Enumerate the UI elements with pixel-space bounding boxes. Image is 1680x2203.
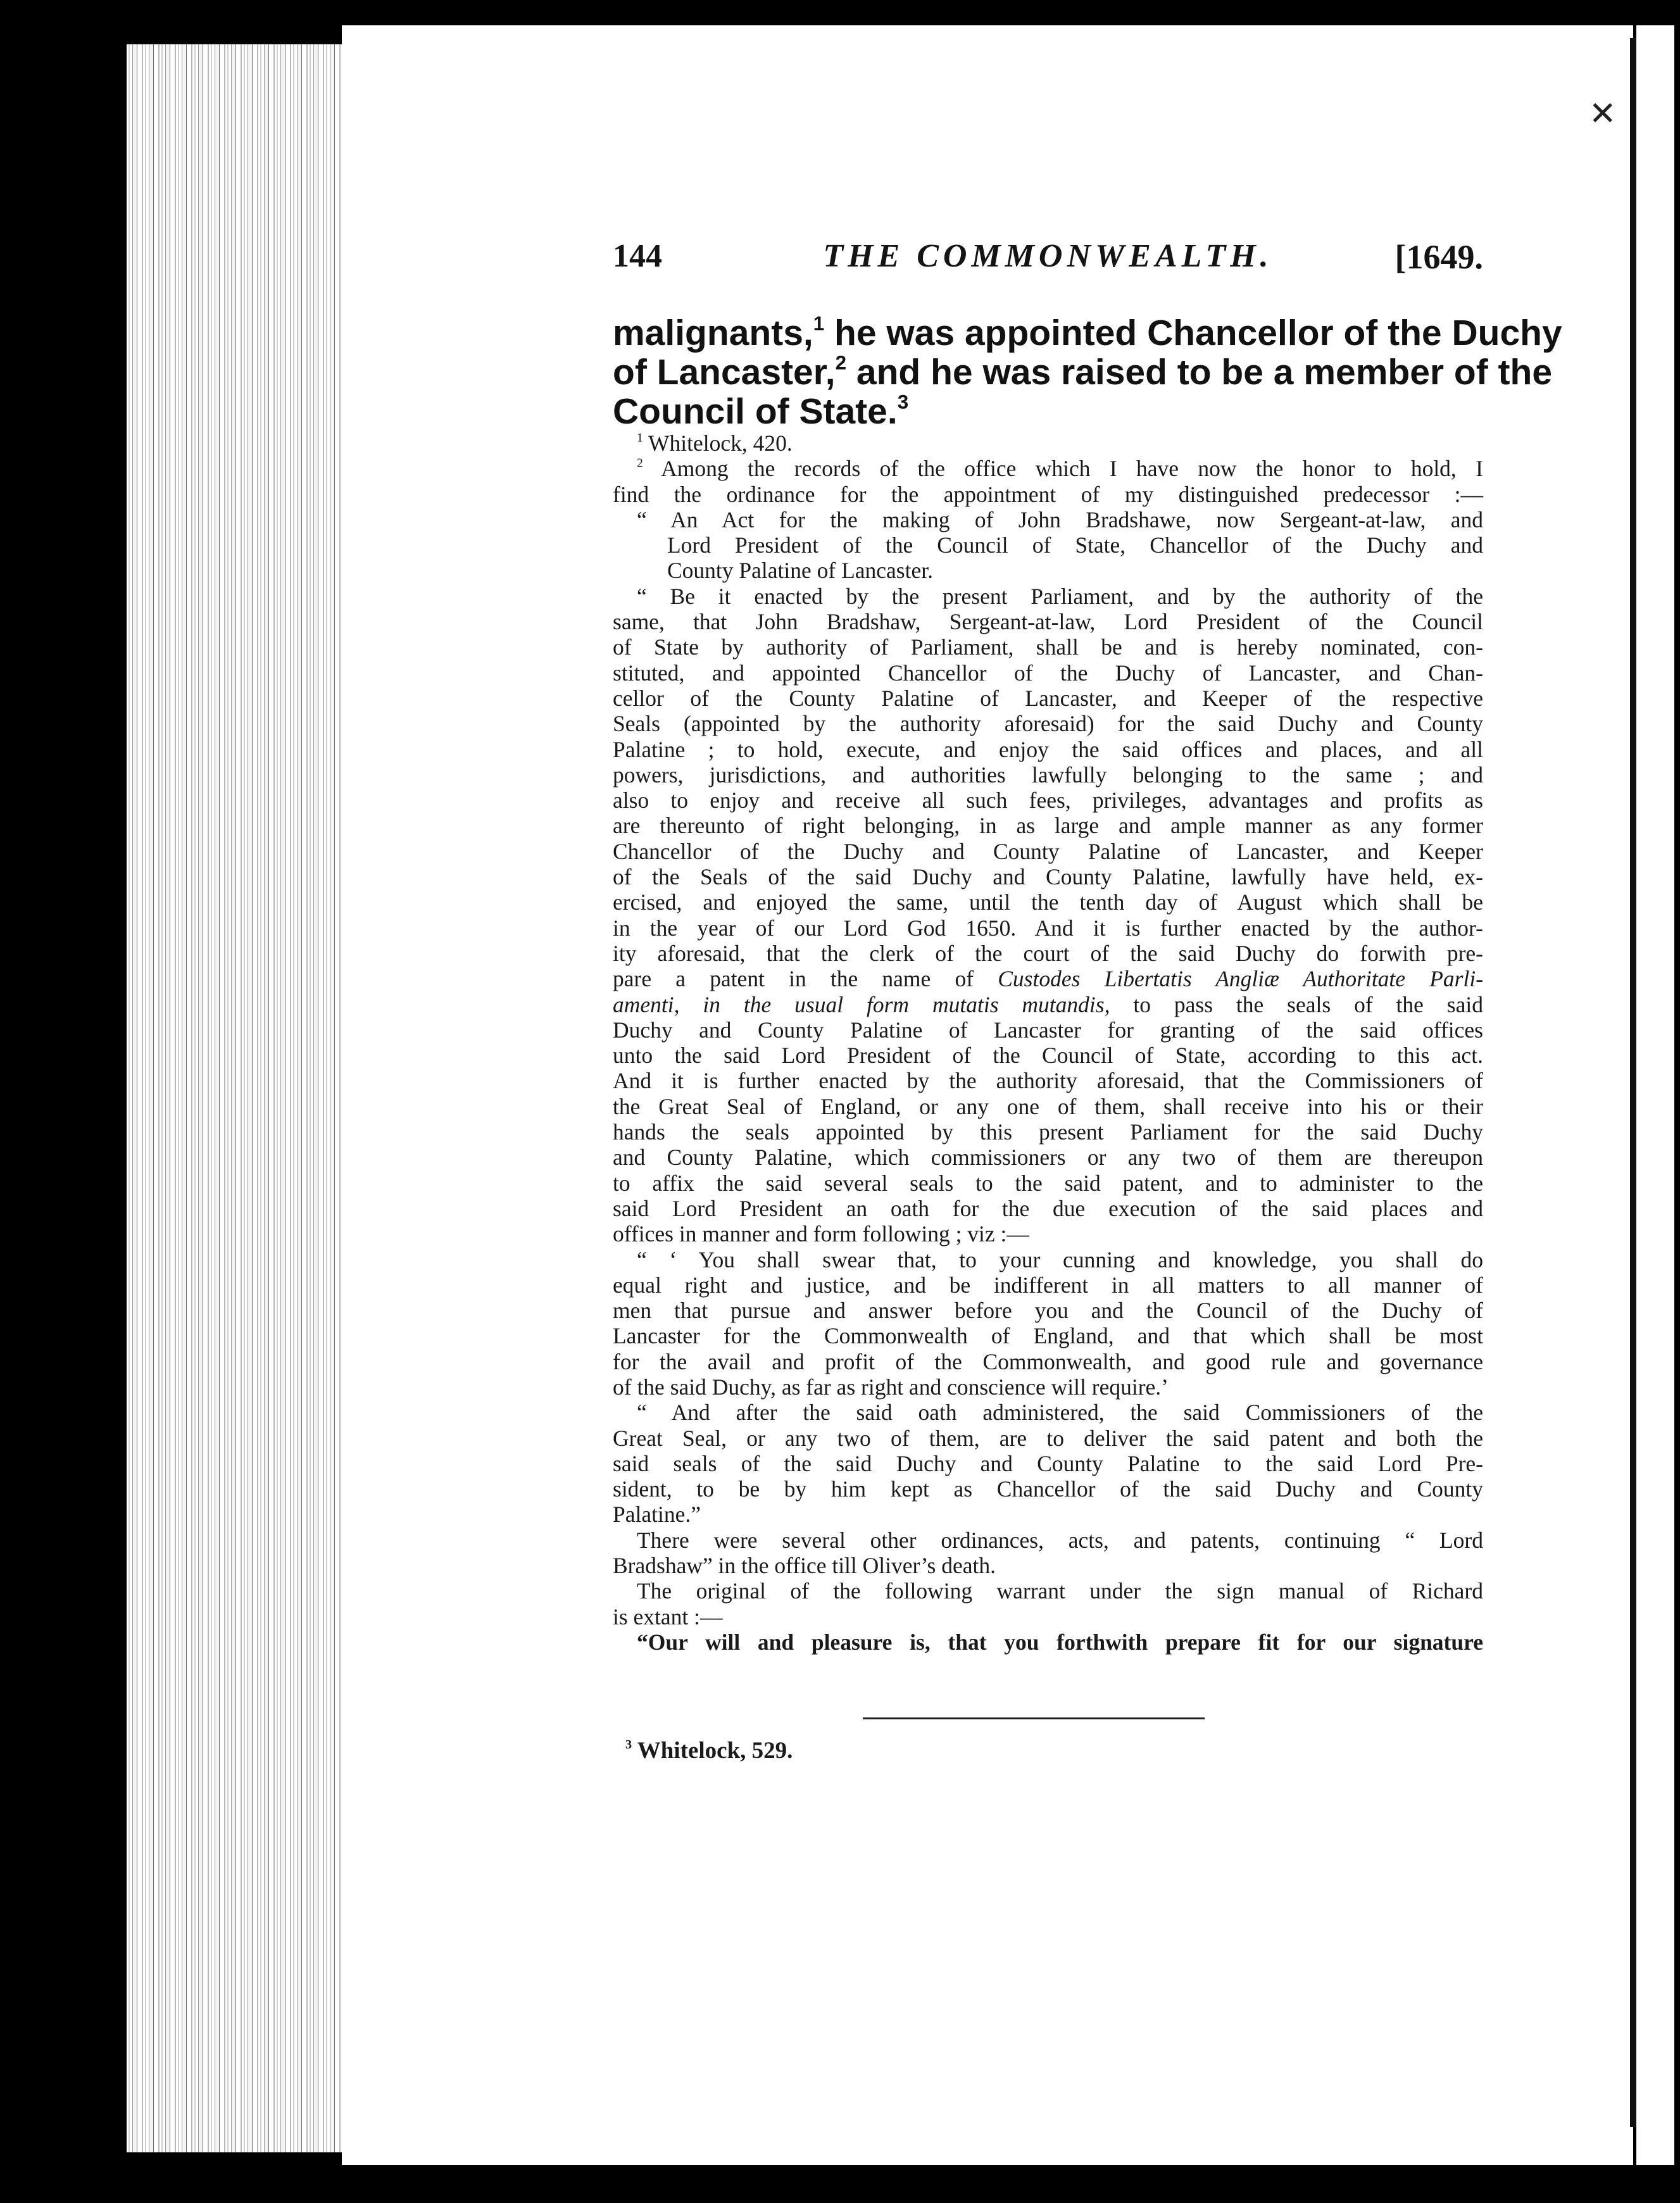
footnote-line: of the Seals of the said Duchy and County Palatine, lawfully have held, ex- bbox=[613, 864, 1483, 890]
footnote-line: “Our will and pleasure is, that you forthwith prepare fit for our signature bbox=[637, 1629, 1483, 1655]
main-text bbox=[613, 312, 1562, 432]
footnote-line: find the ordinance for the appointment of my distinguished predecessor :— bbox=[613, 481, 1483, 507]
footnote-line: stituted, and appointed Chancellor of the Duchy of Lancaster, and Chan- bbox=[613, 660, 1483, 686]
footnote-line: for the avail and profit of the Commonwealth, and good rule and governance bbox=[613, 1348, 1483, 1374]
footnote-line: County Palatine of Lancaster. bbox=[667, 558, 933, 584]
footnote-line: said Lord President an oath for the due execution of the said places and bbox=[613, 1195, 1483, 1221]
footnote-line: and County Palatine, which commissioners or any two of them are thereupon bbox=[613, 1145, 1483, 1171]
footnote-line: Duchy and County Palatine of Lancaster for granting of the said offices bbox=[613, 1017, 1483, 1043]
footnote-line: unto the said Lord President of the Council of State, according to this act. bbox=[613, 1043, 1483, 1069]
running-year: [1649. bbox=[1395, 238, 1483, 276]
footnote-line: Chancellor of the Duchy and County Palatine of Lancaster, and Keeper bbox=[613, 838, 1483, 864]
facing-page-edge bbox=[1636, 25, 1674, 2165]
footnotes bbox=[613, 430, 1483, 1655]
footnote-line: Bradshaw” in the office till Oliver’s death. bbox=[613, 1553, 996, 1579]
page-number: 144 bbox=[613, 238, 662, 274]
footnote-line: “ An Act for the making of John Bradshawe, now Sergeant-at-law, and bbox=[637, 506, 1483, 532]
footnote-line: hands the seals appointed by this present Parliament for the said Duchy bbox=[613, 1119, 1483, 1145]
footnote-line: ity aforesaid, that the clerk of the court of the said Duchy do forwith pre- bbox=[613, 940, 1483, 966]
book-gutter bbox=[1630, 38, 1636, 2127]
footnote-line: Lord President of the Council of State, Chancellor of the Duchy and bbox=[667, 532, 1483, 558]
footnote-line: cellor of the County Palatine of Lancaster, and Keeper of the respective bbox=[613, 685, 1483, 711]
footnote-line: said seals of the said Duchy and County Palatine to the said Lord Pre- bbox=[613, 1450, 1483, 1476]
footnote-line: is extant :— bbox=[613, 1604, 723, 1629]
footnote-line: powers, jurisdictions, and authorities lawfully belonging to the same ; and bbox=[613, 762, 1483, 788]
footnote-line: Palatine ; to hold, execute, and enjoy the said offices and places, and all bbox=[613, 736, 1483, 762]
footnote-line: Great Seal, or any two of them, are to deliver the said patent and both the bbox=[613, 1425, 1483, 1451]
footnote-line: Lancaster for the Commonwealth of England, and that which shall be most bbox=[613, 1323, 1483, 1349]
footnote-line: There were several other ordinances, acts, and patents, continuing “ Lord bbox=[637, 1527, 1483, 1553]
running-title: THE COMMONWEALTH. bbox=[823, 238, 1273, 274]
footnote-line: same, that John Bradshaw, Sergeant-at-law, Lord President of the Council bbox=[613, 609, 1483, 635]
book-page-edges bbox=[127, 44, 342, 2152]
footnote-line: men that pursue and answer before you and the Council of the Duchy of bbox=[613, 1298, 1483, 1324]
footnote-line: And it is further enacted by the authority aforesaid, that the Commissioners of bbox=[613, 1068, 1483, 1094]
footnote-line: “ Be it enacted by the present Parliament, and by the authority of the bbox=[637, 583, 1483, 609]
footnote-3: $^3$ Whitelock, 529. bbox=[625, 1737, 793, 1764]
footnote-line: of the said Duchy, as far as right and conscience will require.’ bbox=[613, 1374, 1169, 1400]
footnote-line: “ ‘ You shall swear that, to your cunning and knowledge, you shall do bbox=[637, 1246, 1483, 1272]
main-text-line: Council of State.$^3$ bbox=[613, 391, 909, 432]
footnote-line: the Great Seal of England, or any one of them, shall receive into his or their bbox=[613, 1093, 1483, 1119]
main-text-line: malignants,$^1$ he was appointed Chancellor of the Duchy bbox=[613, 312, 1562, 353]
running-head bbox=[613, 237, 1483, 282]
footnote-line: also to enjoy and receive all such fees, privileges, advantages and profits as bbox=[613, 788, 1483, 813]
footnote-line: offices in manner and form following ; viz :— bbox=[613, 1221, 1029, 1247]
footnote-line: Seals (appointed by the authority aforesaid) for the said Duchy and County bbox=[613, 711, 1483, 737]
footnote-line: pare a patent in the name of Custodes Libertatis Angliæ Authoritate Parli- bbox=[613, 966, 1484, 992]
footnote-line: equal right and justice, and be indifferent in all matters to all manner of bbox=[613, 1272, 1483, 1298]
footnote-line: of State by authority of Parliament, shall be and is hereby nominated, con- bbox=[613, 634, 1483, 660]
footnote-1: $^1$ Whitelock, 420. bbox=[637, 430, 793, 456]
footnote-line: The original of the following warrant under the sign manual of Richard bbox=[637, 1578, 1483, 1604]
footnote-line: amenti, in the usual form mutatis mutandis, to pass the seals of the said bbox=[613, 991, 1483, 1017]
footnote-line: ercised, and enjoyed the same, until the tenth day of August which shall be bbox=[613, 889, 1483, 915]
footnote-rule bbox=[863, 1717, 1205, 1719]
footnote-line: to affix the said several seals to the said patent, and to administer to the bbox=[613, 1170, 1483, 1196]
margin-mark: ✕ bbox=[1589, 96, 1617, 132]
footnote-line: Palatine.” bbox=[613, 1502, 701, 1528]
footnote-line: in the year of our Lord God 1650. And it is further enacted by the author- bbox=[613, 915, 1483, 941]
footnote-line: “ And after the said oath administered, the said Commissioners of the bbox=[637, 1400, 1483, 1426]
footnote-line: are thereunto of right belonging, in as large and ample manner as any former bbox=[613, 813, 1483, 839]
main-text-line: of Lancaster,$^2$ and he was raised to be a member of the bbox=[613, 351, 1553, 392]
footnote-2: $^2$ Among the records of the office which I have now the honor to hold, I bbox=[637, 456, 1483, 482]
footnote-line: sident, to be by him kept as Chancellor of the said Duchy and County bbox=[613, 1476, 1483, 1502]
